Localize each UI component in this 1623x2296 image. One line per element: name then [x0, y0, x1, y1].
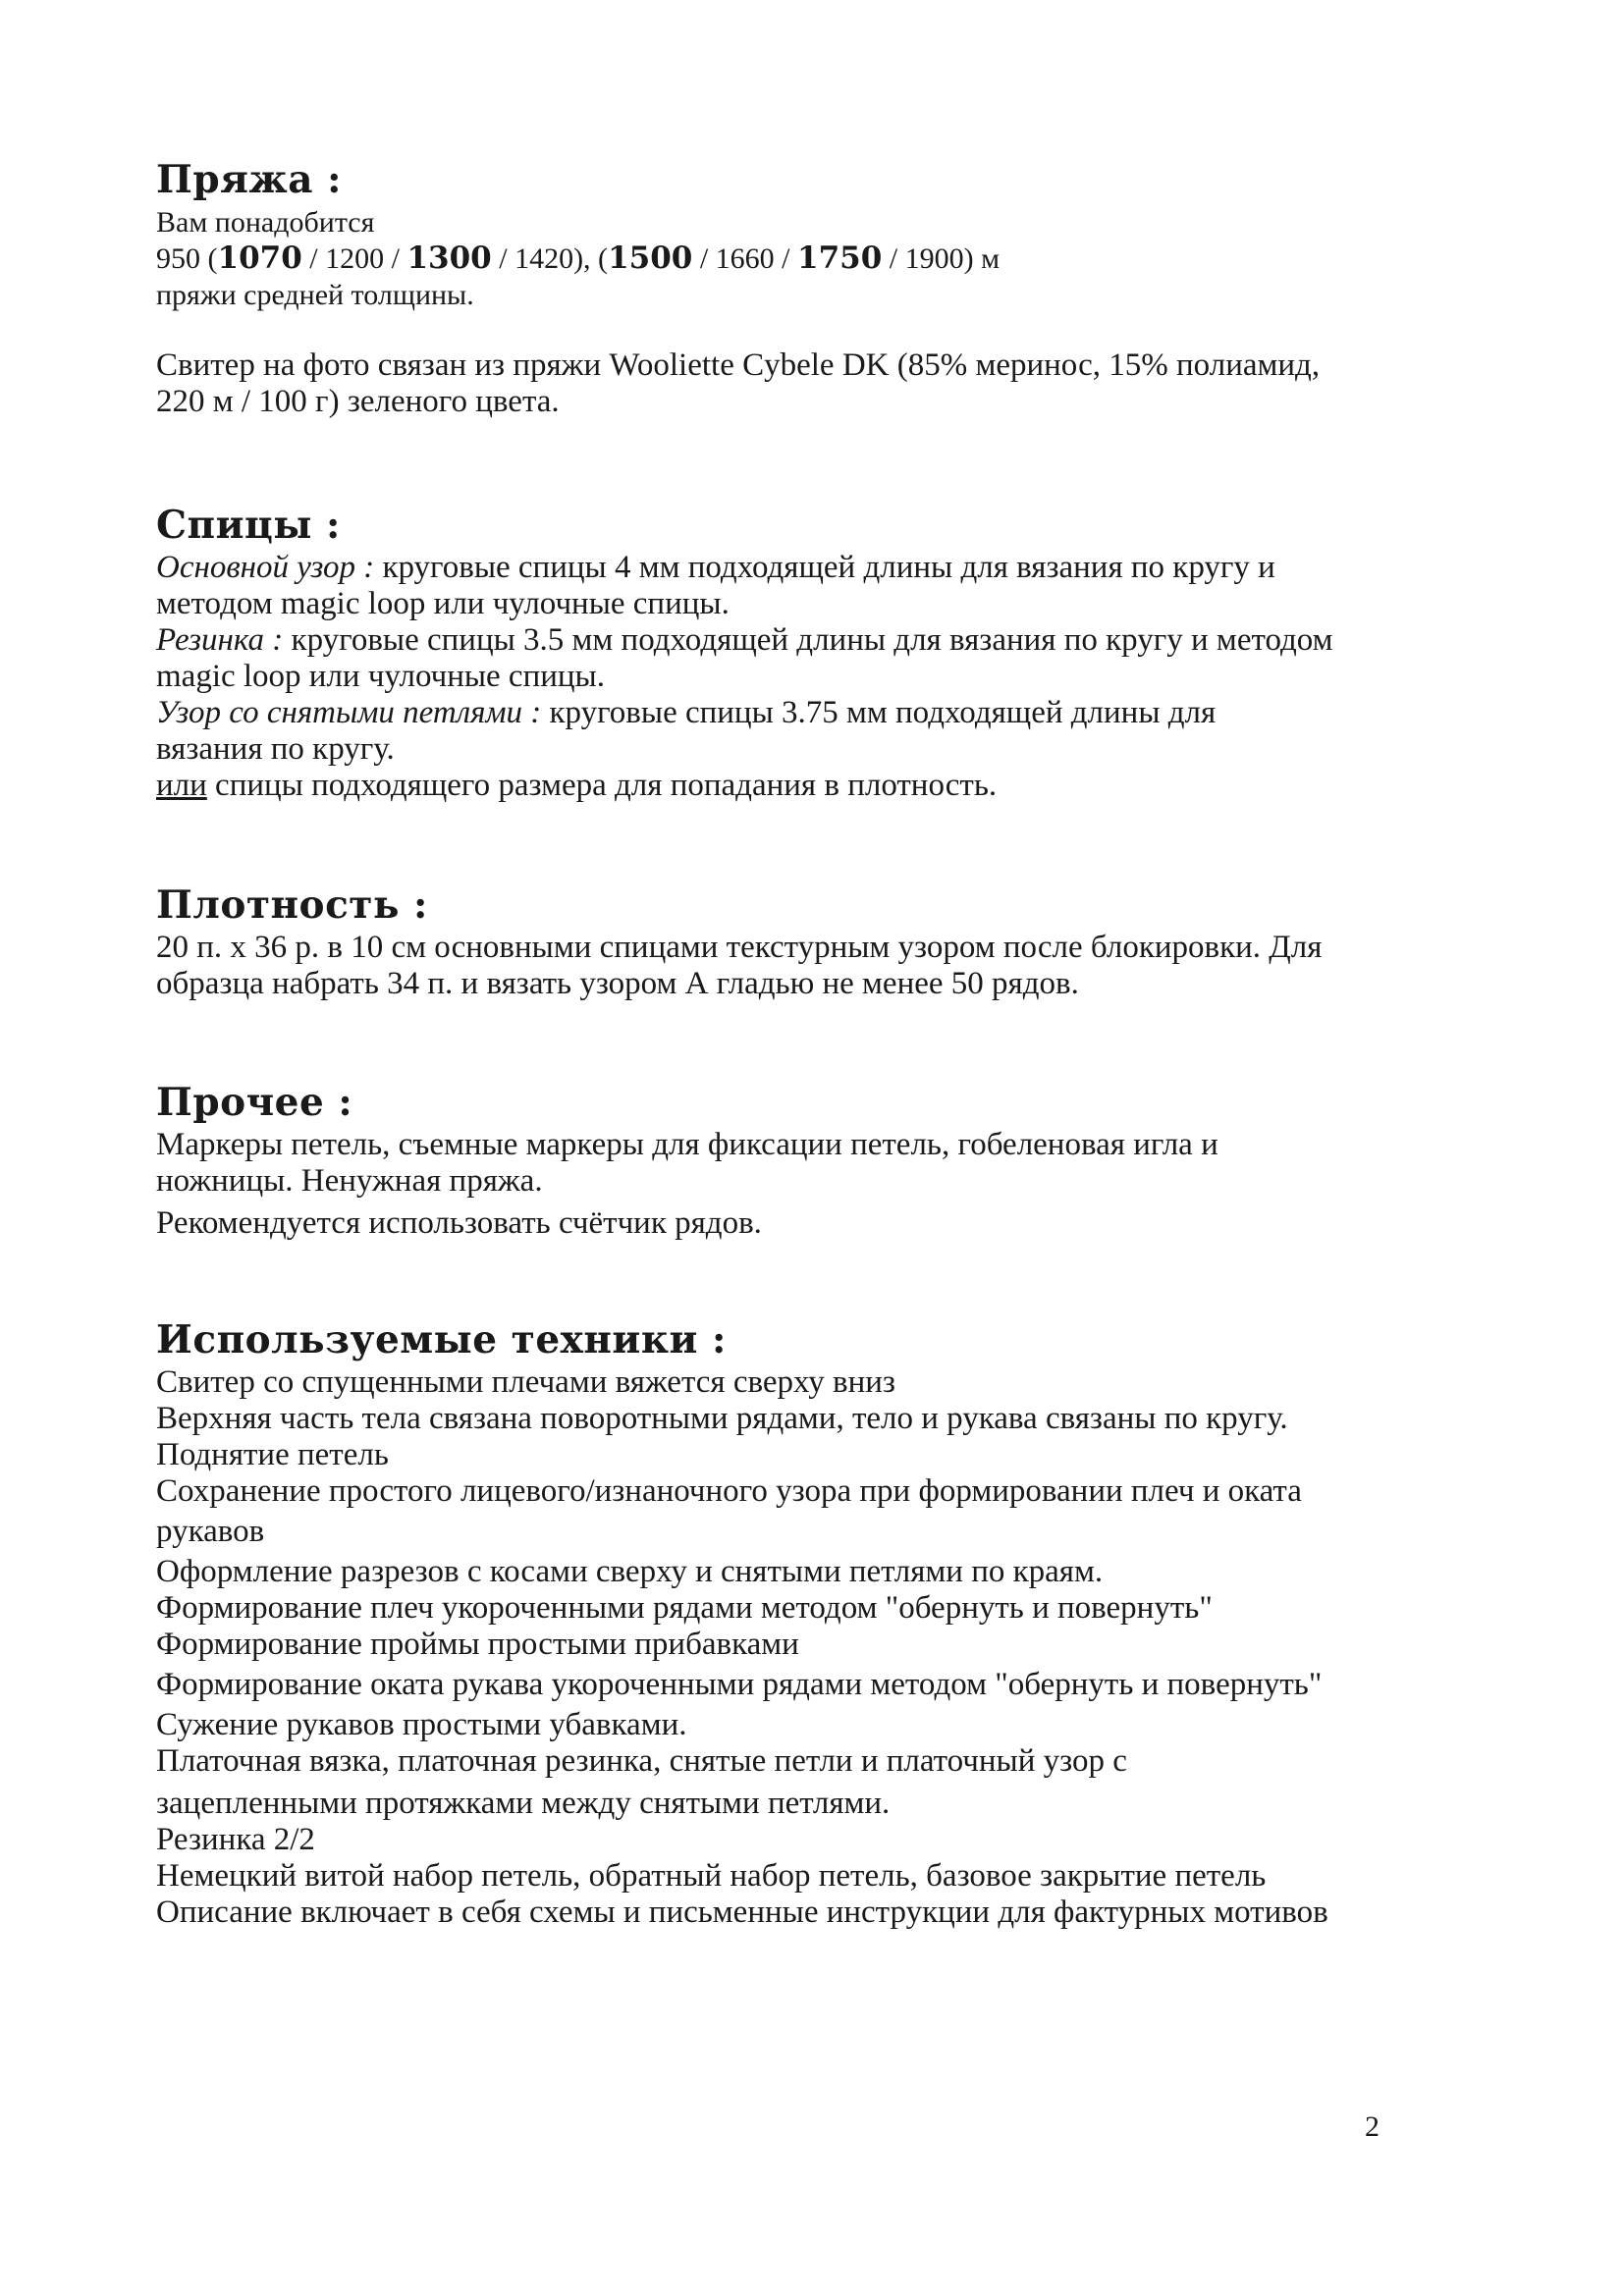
technique-item: Немецкий витой набор петель, обратный набор петель, базовое закрытие петель: [156, 1858, 1267, 1894]
yarn-photo-line-2: 220 м / 100 г) зеленого цвета.: [156, 384, 560, 419]
section-other: [156, 1078, 1511, 1242]
amount-text: / 1200 /: [301, 242, 407, 275]
needles-or-line: [156, 768, 1511, 804]
technique-item: Сужение рукавов простыми убавками.: [156, 1707, 687, 1742]
amount-bold: 1300: [406, 240, 492, 276]
amount-text: / 1420), (: [491, 242, 609, 275]
needles-slip-label: Узор со снятыми петлями :: [156, 695, 542, 730]
yarn-heading: Пряжа :: [156, 157, 343, 202]
section-yarn: [156, 155, 1511, 420]
technique-item: Платочная вязка, платочная резинка, снятые петли и платочный узор с: [156, 1743, 1127, 1779]
technique-item: Формирование проймы простыми прибавками: [156, 1627, 799, 1662]
needles-heading: Спицы :: [156, 503, 341, 548]
technique-item: зацепленными протяжками между снятыми петлями.: [156, 1786, 891, 1821]
technique-item: Сохранение простого лицевого/изнаночного узора при формировании плеч и оката: [156, 1473, 1302, 1509]
needles-main-label: Основной узор :: [156, 550, 375, 585]
gauge-line-2: образца набрать 34 п. и вязать узором А гладью не менее 50 рядов.: [156, 966, 1079, 1001]
amount-text: / 1660 /: [692, 242, 798, 275]
amount-bold: 1750: [797, 240, 883, 276]
amount-text: / 1900) м: [882, 242, 1001, 275]
other-heading: Прочее :: [156, 1080, 353, 1125]
needles-rib-line-2: magic loop или чулочные спицы.: [156, 659, 605, 694]
needles-or-text: спицы подходящего размера для попадания в плотность.: [206, 768, 998, 803]
needles-rib-text: круговые спицы 3.5 мм подходящей длины для вязания по кругу и методом: [283, 622, 1333, 658]
technique-item: Поднятие петель: [156, 1437, 389, 1472]
needles-slip-line-2: вязания по кругу.: [156, 731, 395, 767]
section-needles: [156, 501, 1511, 804]
technique-item: Оформление разрезов с косами сверху и снятыми петлями по краям.: [156, 1554, 1104, 1589]
section-techniques: [156, 1315, 1511, 1931]
technique-item: Свитер со спущенными плечами вяжется сверху вниз: [156, 1364, 895, 1400]
amount-bold: 1500: [608, 240, 693, 276]
needles-slip-text: круговые спицы 3.75 мм подходящей длины для: [541, 695, 1217, 730]
other-line-1: Маркеры петель, съемные маркеры для фиксации петель, гобеленовая игла и: [156, 1127, 1218, 1162]
needles-rib-label: Резинка :: [156, 622, 284, 658]
technique-item: Верхняя часть тела связана поворотными рядами, тело и рукава связаны по кругу.: [156, 1401, 1288, 1436]
techniques-heading: Используемые техники :: [156, 1317, 727, 1362]
yarn-line-1: Вам понадобится: [156, 206, 375, 239]
gauge-line-1: 20 п. х 36 р. в 10 см основными спицами текстурным узором после блокировки. Для: [156, 930, 1323, 965]
technique-item: Описание включает в себя схемы и письменные инструкции для фактурных мотивов: [156, 1895, 1328, 1930]
needles-or-word: или: [156, 768, 207, 803]
needles-rib-line-1: [156, 622, 1511, 659]
technique-item: Формирование оката рукава укороченными рядами методом "обернуть и повернуть": [156, 1667, 1323, 1702]
amount-text: 950 (: [156, 242, 218, 275]
needles-main-line-1: [156, 550, 1511, 586]
needles-main-text: круговые спицы 4 мм подходящей длины для вязания по кругу и: [374, 550, 1275, 585]
needles-slip-line-1: [156, 695, 1511, 731]
yarn-photo-line-1: Свитер на фото связан из пряжи Wooliette Cybele DK (85% меринос, 15% полиамид,: [156, 347, 1321, 383]
technique-item: Формирование плеч укороченными рядами методом "обернуть и повернуть": [156, 1590, 1213, 1626]
yarn-line-3: пряжи средней толщины.: [156, 279, 474, 311]
technique-item: Резинка 2/2: [156, 1822, 315, 1857]
yarn-amounts: [156, 240, 1511, 277]
gauge-heading: Плотность :: [156, 882, 428, 928]
other-line-2: ножницы. Ненужная пряжа.: [156, 1163, 543, 1199]
amount-bold: 1070: [217, 240, 302, 276]
page-number: 2: [1365, 2110, 1380, 2143]
needles-main-line-2: методом magic loop или чулочные спицы.: [156, 586, 730, 621]
section-gauge: [156, 881, 1511, 1002]
other-line-3: Рекомендуется использовать счётчик рядов.: [156, 1205, 762, 1241]
technique-item: рукавов: [156, 1514, 265, 1549]
